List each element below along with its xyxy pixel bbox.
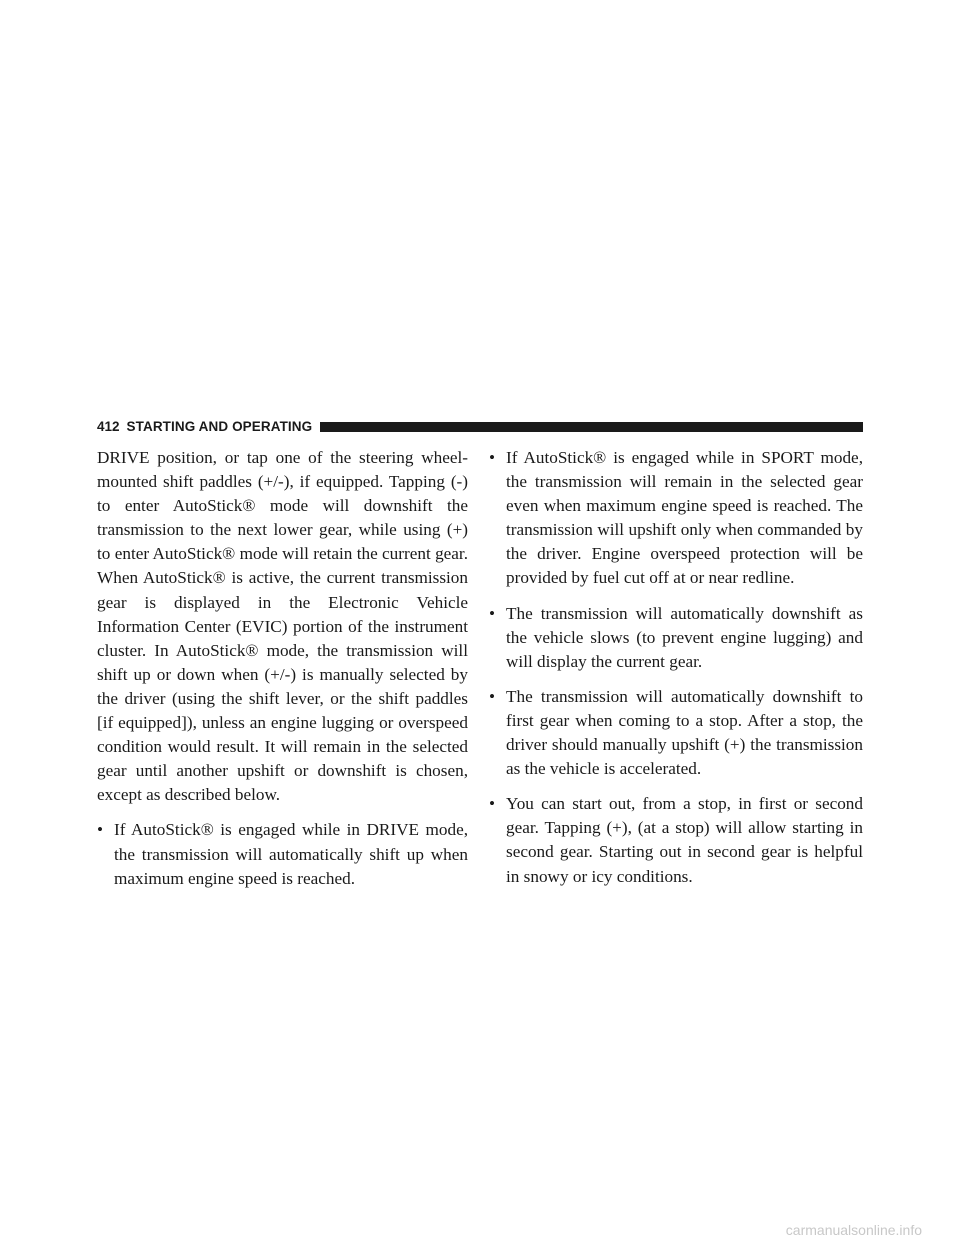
bullet-text: You can start out, from a stop, in first or second gear. Tapping (+), (at a stop) will allow starting in second gear. Starting out in second gear is helpful in snowy or icy conditions. [506,794,863,886]
bullet-text: If AutoStick® is engaged while in SPORT mode, the transmission will remain in the selected gear even when maximum engine speed is reached. The transmission will upshift only when commanded by the driver. Engine overspeed protection will be provided by fuel cut off at or near redline. [506,448,863,588]
bullet-item [489,602,863,674]
bullet-item [489,446,863,591]
bullet-icon: • [97,820,104,840]
bullet-text: If AutoStick® is engaged while in DRIVE mode, the transmission will automatically shift up when maximum engine speed is reached. [114,820,468,888]
right-column [489,446,863,889]
bullet-item [97,818,468,890]
page-header [97,419,863,435]
header-rule [320,422,863,432]
bullet-item [489,685,863,781]
bullet-icon: • [489,603,496,623]
bullet-item [489,792,863,888]
section-title: STARTING AND OPERATING [126,419,313,434]
bullet-icon: • [489,794,496,814]
bullet-text: The transmission will automatically downshift to first gear when coming to a stop. After a stop, the driver should manually upshift (+) the transmission as the vehicle is accelerated. [506,686,863,779]
page-number: 412 [97,419,120,434]
body-paragraph: DRIVE position, or tap one of the steering wheel-mounted shift paddles (+/-), if equipped. Tapping (-) to enter AutoStick® mode will downshift the transmission to the next lower gear, while using (+) to enter AutoStick® mode will retain the current gear. When AutoStick® is active, the current transmission gear is displayed in the Electronic Vehicle Information Center (EVIC) portion of the instrument cluster. In AutoStick® mode, the transmission will shift up or down when (+/-) is manually selected by the driver (using the shift lever, or the shift paddles [if equipped]), unless an engine lugging or overspeed condition would result. It will remain in the selected gear until another upshift or downshift is chosen, except as described below. [97,448,468,805]
bullet-icon: • [489,686,496,706]
left-column [97,446,468,891]
bullet-text: The transmission will automatically downshift as the vehicle slows (to prevent engine lugging) and will display the current gear. [506,603,863,671]
bullet-icon: • [489,448,496,467]
watermark-link[interactable]: carmanualsonline.info [785,1222,922,1238]
